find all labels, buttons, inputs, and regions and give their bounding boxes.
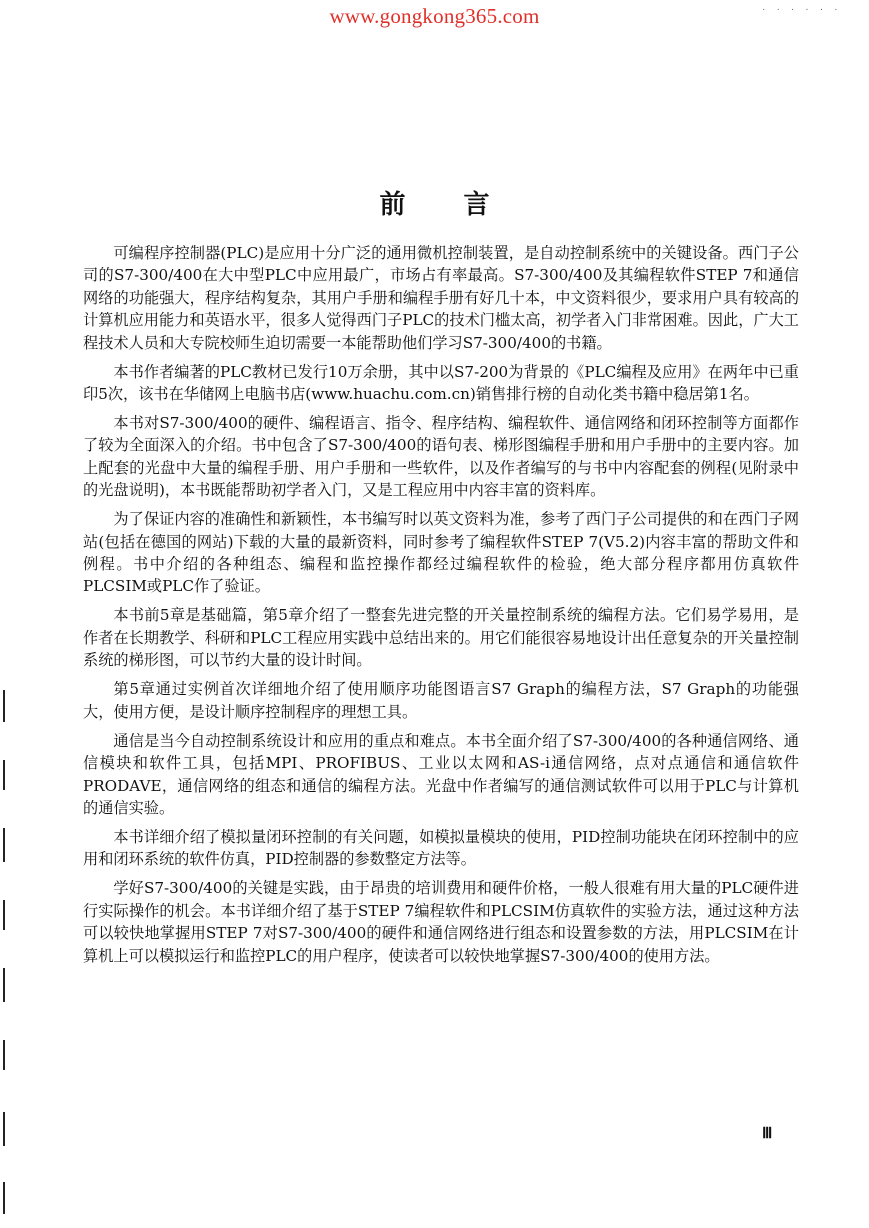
watermark-url[interactable]: www.gongkong365.com [329, 4, 540, 28]
page-number: Ⅲ [762, 1126, 773, 1142]
paragraph: 通信是当今自动控制系统设计和应用的重点和难点。本书全面介绍了S7-300/400的各种通信网络、通信模块和软件工具，包括MPI、PROFIBUS、工业以太网和AS-i通信网络，点对点通信和通信软件PRODAVE，通信网络的组态和通信的编程方法。光盘中作者编写的通信测试软件可以用于PLC与计算机的通信实验。 [83, 731, 799, 817]
scan-edge-mark [3, 760, 5, 790]
scan-edge-mark [3, 1112, 5, 1146]
scan-edge-mark [3, 828, 5, 862]
paragraph: 第5章通过实例首次详细地介绍了使用顺序功能图语言S7 Graph的编程方法，S7 Graph的功能强大，使用方便，是设计顺序控制程序的理想工具。 [83, 680, 799, 721]
paragraph: 可编程序控制器(PLC)是应用十分广泛的通用微机控制装置，是自动控制系统中的关键设备。西门子公司的S7-300/400在大中型PLC中应用最广，市场占有率最高。S7-300/400及其编程软件STEP 7和通信网络的功能强大，程序结构复杂，其用户手册和编程手册有好几十本，中文资料很少，要求用户具有较高的计算机应用能力和英语水平，很多人觉得西门子PLC的技术门槛太高，初学者入门非常困难。因此，广大工程技术人员和大专院校师生迫切需要一本能帮助他们学习S7-300/400的书籍。 [83, 244, 799, 352]
paragraph: 本书详细介绍了模拟量闭环控制的有关问题，如模拟量模块的使用，PID控制功能块在闭环控制中的应用和闭环系统的软件仿真，PID控制器的参数整定方法等。 [83, 827, 799, 869]
page-title: 前言 [379, 190, 548, 220]
paragraph: 本书对S7-300/400的硬件、编程语言、指令、程序结构、编程软件、通信网络和闭环控制等方面都作了较为全面深入的介绍。书中包含了S7-300/400的语句表、梯形图编程手册和用户手册中的主要内容。加上配套的光盘中大量的编程手册、用户手册和一些软件，以及作者编写的与书中内容配套的例程(见附录中的光盘说明)，本书既能帮助初学者入门，又是工程应用中内容丰富的资料库。 [83, 414, 799, 500]
scan-edge-mark [3, 1040, 5, 1070]
paragraph: 学好S7-300/400的关键是实践，由于昂贵的培训费用和硬件价格，一般人很难有用大量的PLC硬件进行实际操作的机会。本书详细介绍了基于STEP 7编程软件和PLCSIM仿真软件的实验方法，通过这种方法可以较快地掌握用STEP 7对S7-300/400的硬件和通信网络进行组态和设置参数的方法，用PLCSIM在计算机上可以模拟运行和监控PLC的用户程序，使读者可以较快地掌握S7-300/400的使用方法。 [83, 879, 799, 965]
scan-corner-marks: · · · · · · [761, 6, 841, 14]
paragraph: 本书作者编著的PLC教材已发行10万余册，其中以S7-200为背景的《PLC编程及应用》在两年中已重印5次，该书在华储网上电脑书店(www.huachu.com.cn)销售排行榜的自动化类书籍中稳居第1名。 [83, 362, 799, 404]
scan-edge-mark [3, 690, 5, 722]
scan-edge-mark [3, 1182, 5, 1214]
paragraph: 本书前5章是基础篇，第5章介绍了一整套先进完整的开关量控制系统的编程方法。它们易学易用，是作者在长期教学、科研和PLC工程应用实践中总结出来的。用它们能很容易地设计出任意复杂的开关量控制系统的梯形图，可以节约大量的设计时间。 [83, 606, 799, 670]
scan-edge-mark [3, 968, 5, 1002]
scan-edge-mark [3, 900, 5, 930]
preface-body [83, 242, 799, 974]
paragraph: 为了保证内容的准确性和新颖性，本书编写时以英文资料为准，参考了西门子公司提供的和在西门子网站(包括在德国的网站)下载的大量的最新资料，同时参考了编程软件STEP 7(V5.2)内容丰富的帮助文件和例程。书中介绍的各种组态、编程和监控操作都经过编程软件的检验，绝大部分程序都用仿真软件PLCSIM或PLC作了验证。 [83, 510, 799, 596]
